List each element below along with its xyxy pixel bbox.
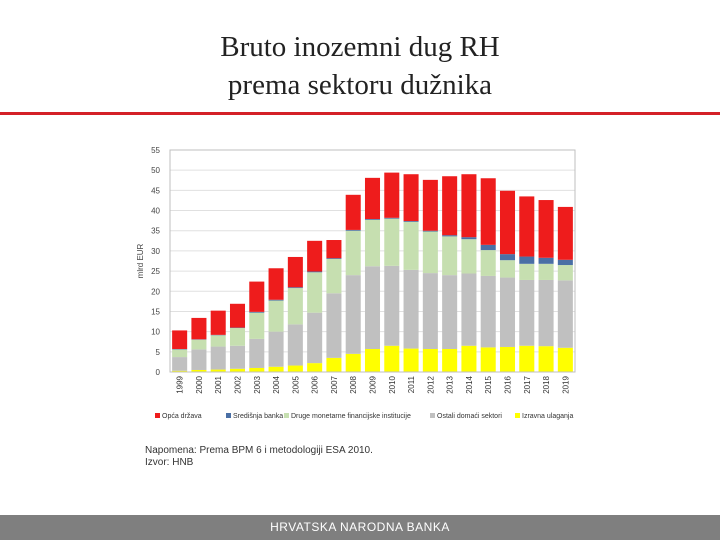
y-tick-label: 20 [151,287,160,297]
x-tick-label: 2019 [561,376,571,394]
x-tick-label: 2007 [329,376,339,394]
y-tick-label: 15 [151,307,160,317]
y-tick-label: 35 [151,226,160,236]
x-tick-label: 2012 [426,376,436,394]
bar-segment [500,191,515,254]
bar-segment [191,340,206,350]
bar-segment [365,266,380,349]
x-tick-label: 2002 [233,376,243,394]
bar-segment [249,282,264,312]
bar-segment [558,207,573,260]
x-tick-label: 2003 [252,376,262,394]
bar-segment [326,258,341,259]
y-tick-label: 0 [155,368,160,377]
bar-segment [307,272,322,312]
bars [172,173,573,372]
bar-segment [558,280,573,347]
legend-swatch [284,413,289,418]
bar-segment [211,335,226,346]
x-tick-label: 2010 [387,376,397,394]
y-tick-label: 30 [151,246,160,256]
bar-segment [384,346,399,372]
chart-notes [145,445,373,469]
bar-segment [230,304,245,328]
bar-segment [288,257,303,287]
stacked-bar-chart [130,140,590,435]
bar-segment [172,349,187,357]
bar-segment [461,346,476,372]
bar-segment [481,250,496,276]
bar-segment [404,349,419,372]
legend-swatch [515,413,520,418]
bar-segment [423,232,438,274]
footer-bar [0,515,720,540]
bar-segment [539,280,554,346]
y-tick-label: 50 [151,166,160,176]
bar-segment [481,178,496,245]
bar-segment [423,180,438,231]
bar-segment [191,318,206,339]
bar-segment [346,195,361,230]
bar-segment [384,218,399,219]
bar-segment [269,268,284,299]
bar-segment [519,280,534,346]
legend-label: Izravna ulaganja [522,413,574,420]
legend-label: Ostali domaći sektori [437,413,502,420]
bar-segment [346,354,361,372]
bar-segment [249,313,264,339]
bar-segment [307,363,322,372]
bar-segment [461,174,476,237]
bar-segment [384,219,399,266]
x-tick-label: 2001 [214,376,224,394]
x-tick-label: 2011 [407,376,417,394]
x-tick-label: 2014 [464,376,474,394]
y-tick-label: 55 [151,146,160,155]
bar-segment [269,301,284,332]
source-note: Izvor: HNB [145,457,194,468]
bar-segment [539,346,554,372]
y-axis-label: mlrd EUR [136,243,145,279]
bar-segment [365,178,380,219]
bar-segment [172,357,187,371]
bar-segment [346,231,361,275]
y-tick-label: 45 [151,186,160,196]
title-line-1: Bruto inozemni dug RH [220,31,500,63]
x-tick-label: 2015 [484,376,494,394]
bar-segment [558,260,573,265]
title-line-2: prema sektoru dužnika [227,69,493,101]
bar-segment [211,347,226,370]
bar-segment [288,366,303,372]
bar-segment [404,174,419,221]
x-tick-label: 2018 [542,376,552,394]
bar-segment [423,349,438,372]
bar-segment [365,219,380,220]
x-tick-label: 2000 [194,376,204,394]
y-tick-label: 10 [151,327,160,337]
x-tick-label: 2006 [310,376,320,394]
bar-segment [288,324,303,365]
bar-segment [481,347,496,372]
bar-segment [461,274,476,346]
legend-label: Druge monetarne financijske institucije [291,413,411,420]
bar-segment [211,311,226,335]
x-tick-label: 1999 [175,376,185,394]
bar-segment [269,367,284,372]
bar-segment [423,273,438,349]
bar-segment [519,196,534,256]
bar-segment [191,349,206,370]
bar-segment [269,332,284,367]
bar-segment [519,346,534,372]
bar-segment [519,257,534,264]
y-tick-label: 40 [151,206,160,216]
bar-segment [288,288,303,324]
bar-segment [404,222,419,270]
bar-segment [423,231,438,232]
bar-segment [307,241,322,272]
bar-segment [307,271,322,272]
x-tick-label: 2008 [349,376,359,394]
bar-segment [558,265,573,280]
bar-segment [461,239,476,273]
bar-segment [404,270,419,349]
legend-swatch [430,413,435,418]
bar-segment [500,278,515,347]
bar-segment [442,236,457,275]
bar-segment [519,264,534,280]
bar-segment [442,349,457,372]
y-tick-label: 5 [155,347,160,357]
bar-segment [269,300,284,301]
legend [155,413,573,420]
bar-segment [404,221,419,222]
y-tick-label: 25 [151,267,160,277]
legend-label: Središnja banka [233,413,284,420]
bar-segment [307,313,322,363]
slide-title [0,28,720,104]
bar-segment [346,275,361,354]
bar-segment [558,348,573,372]
bar-segment [442,176,457,235]
bar-segment [326,358,341,372]
bar-segment [326,259,341,293]
bar-segment [326,293,341,358]
x-tick-label: 2016 [503,376,513,394]
bar-segment [230,328,245,346]
footer-bank-name: HRVATSKA NARODNA BANKA [270,520,450,534]
legend-swatch [226,413,231,418]
x-axis [176,375,571,393]
legend-label: Opća država [162,413,202,420]
bar-segment [500,260,515,277]
bar-segment [249,312,264,313]
bar-segment [442,235,457,236]
bar-segment [326,240,341,258]
bar-segment [442,275,457,349]
bar-segment [365,349,380,372]
bar-segment [230,346,245,369]
bar-segment [539,200,554,258]
legend-swatch [155,413,160,418]
x-tick-label: 2005 [291,376,301,394]
bar-segment [481,245,496,250]
x-tick-label: 2017 [522,376,532,394]
title-divider [0,112,720,115]
methodology-note: Napomena: Prema BPM 6 i metodologiji ESA 2010. [145,445,373,456]
bar-segment [249,368,264,372]
y-axis [136,146,161,377]
bar-segment [384,266,399,346]
x-tick-label: 2004 [272,376,282,394]
bar-segment [539,264,554,280]
bar-segment [539,258,554,264]
bar-segment [500,347,515,372]
bar-segment [249,339,264,368]
bar-segment [365,220,380,266]
bar-segment [172,330,187,349]
bar-segment [461,237,476,239]
x-tick-label: 2013 [445,376,455,394]
bar-segment [481,276,496,347]
bar-segment [384,173,399,218]
bar-segment [288,287,303,288]
bar-segment [500,254,515,260]
x-tick-label: 2009 [368,376,378,394]
bar-segment [346,230,361,231]
